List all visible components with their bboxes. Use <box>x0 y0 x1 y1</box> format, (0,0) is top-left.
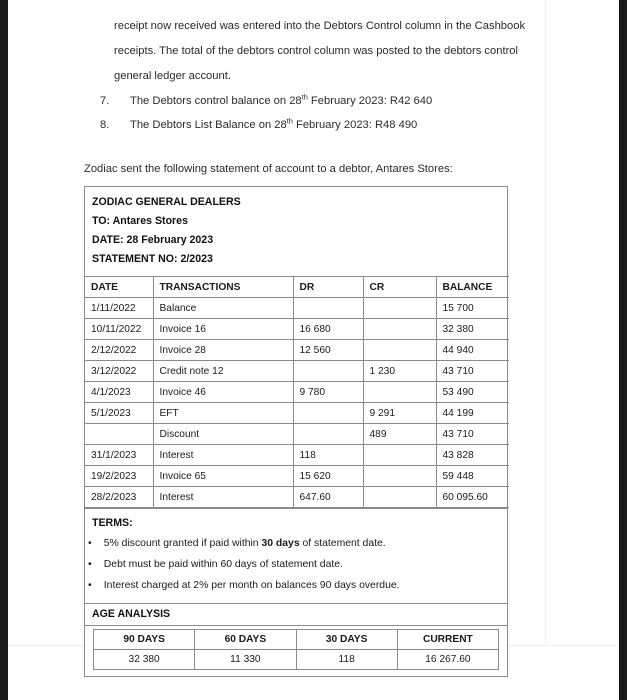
cell-dr <box>293 403 363 424</box>
cell-balance: 44 940 <box>436 340 509 361</box>
cell-date: 2/12/2022 <box>85 340 153 361</box>
cell-transaction: Credit note 12 <box>153 361 293 382</box>
age-analysis-title: AGE ANALYSIS <box>85 603 507 625</box>
cell-transaction: Balance <box>153 298 293 319</box>
age-column-header-30-days: 30 DAYS <box>296 630 397 650</box>
age-header-row <box>94 630 499 650</box>
cell-cr <box>363 298 436 319</box>
age-column-header-current: CURRENT <box>397 630 498 650</box>
age-value-30-days: 118 <box>296 650 397 670</box>
cell-transaction: Invoice 46 <box>153 382 293 403</box>
transactions-table <box>85 276 509 508</box>
table-row <box>85 487 509 508</box>
bullet-icon: • <box>88 538 92 549</box>
transactions-body <box>85 298 509 508</box>
cell-balance: 32 380 <box>436 319 509 340</box>
cell-balance: 43 710 <box>436 424 509 445</box>
cell-cr <box>363 319 436 340</box>
cell-cr <box>363 487 436 508</box>
cell-transaction: EFT <box>153 403 293 424</box>
table-row <box>85 424 509 445</box>
table-row <box>85 403 509 424</box>
cell-cr <box>363 466 436 487</box>
cell-transaction: Discount <box>153 424 293 445</box>
column-header-date: DATE <box>85 277 153 298</box>
statement-number: STATEMENT NO: 2/2023 <box>92 253 213 265</box>
cell-dr <box>293 361 363 382</box>
intro-section <box>84 0 546 137</box>
cell-cr <box>363 382 436 403</box>
cell-balance: 15 700 <box>436 298 509 319</box>
lead-in-sentence: Zodiac sent the following statement of account to a debtor, Antares Stores: <box>84 163 453 175</box>
cell-date: 28/2/2023 <box>85 487 153 508</box>
age-column-header-60-days: 60 DAYS <box>195 630 296 650</box>
term-emphasis: 30 days <box>261 538 300 549</box>
cell-dr: 118 <box>293 445 363 466</box>
cell-dr: 9 780 <box>293 382 363 403</box>
item-text-before: The Debtors List Balance on 28 <box>130 119 287 131</box>
document-body <box>84 0 546 677</box>
numbered-list <box>84 89 546 137</box>
numbered-item-7 <box>84 89 546 113</box>
cell-cr <box>363 445 436 466</box>
term-prefix: Interest charged at 2% per month on balances 90 days overdue. <box>103 580 400 591</box>
company-name: ZODIAC GENERAL DEALERS <box>92 196 241 208</box>
table-row <box>85 298 509 319</box>
age-value-90-days: 32 380 <box>94 650 195 670</box>
cell-transaction: Interest <box>153 487 293 508</box>
terms-section <box>85 508 507 603</box>
age-analysis-table <box>93 629 499 670</box>
item-marker: 8. <box>100 119 110 131</box>
terms-item <box>88 575 500 596</box>
cell-balance: 44 199 <box>436 403 509 424</box>
table-row <box>85 466 509 487</box>
table-row <box>85 340 509 361</box>
table-row <box>85 319 509 340</box>
term-suffix: of statement date. <box>299 538 386 549</box>
cell-transaction: Invoice 65 <box>153 466 293 487</box>
column-header-dr: DR <box>293 277 363 298</box>
cell-balance: 43 710 <box>436 361 509 382</box>
cell-dr <box>293 424 363 445</box>
cell-date: 3/12/2022 <box>85 361 153 382</box>
cell-cr: 1 230 <box>363 361 436 382</box>
cell-transaction: Interest <box>153 445 293 466</box>
cell-dr: 12 560 <box>293 340 363 361</box>
table-row <box>85 445 509 466</box>
cell-balance: 53 490 <box>436 382 509 403</box>
cell-dr: 15 620 <box>293 466 363 487</box>
cell-cr: 489 <box>363 424 436 445</box>
bullet-icon: • <box>88 559 92 570</box>
statement-of-account <box>84 186 508 677</box>
cell-balance: 43 828 <box>436 445 509 466</box>
cell-balance: 60 095.60 <box>436 487 509 508</box>
item-text-after: February 2023: R48 490 <box>292 119 418 131</box>
cell-dr <box>293 298 363 319</box>
age-value-current: 16 267.60 <box>397 650 498 670</box>
terms-title: TERMS: <box>92 517 133 529</box>
cell-cr: 9 291 <box>363 403 436 424</box>
terms-list <box>88 533 500 596</box>
table-row <box>85 361 509 382</box>
bullet-icon: • <box>88 580 92 591</box>
cell-transaction: Invoice 28 <box>153 340 293 361</box>
cell-date: 4/1/2023 <box>85 382 153 403</box>
statement-letterhead <box>85 187 507 276</box>
item-marker: 7. <box>100 95 110 107</box>
term-prefix: Debt must be paid within 60 days of statement date. <box>103 559 343 570</box>
age-analysis-section <box>85 625 507 676</box>
cell-date: 1/11/2022 <box>85 298 153 319</box>
ordinal-suffix: th <box>301 92 308 102</box>
cell-balance: 59 448 <box>436 466 509 487</box>
terms-item <box>88 554 500 575</box>
cell-dr: 647.60 <box>293 487 363 508</box>
cell-date: 31/1/2023 <box>85 445 153 466</box>
item-text-before: The Debtors control balance on 28 <box>130 95 302 107</box>
cell-date: 19/2/2023 <box>85 466 153 487</box>
column-header-cr: CR <box>363 277 436 298</box>
cell-date: 5/1/2023 <box>85 403 153 424</box>
statement-date: DATE: 28 February 2023 <box>92 234 214 246</box>
numbered-item-8 <box>84 113 546 137</box>
age-value-row <box>94 650 499 670</box>
column-header-transactions: TRANSACTIONS <box>153 277 293 298</box>
terms-item <box>88 533 500 554</box>
ordinal-suffix: th <box>286 116 293 126</box>
item-text-after: February 2023: R42 640 <box>307 95 433 107</box>
table-row <box>85 382 509 403</box>
intro-paragraph: receipt now received was entered into the Debtors Control column in the Cashbook receipts. The total of the debtors control column was posted to the debtors control general ledger account. <box>114 20 526 82</box>
column-header-balance: BALANCE <box>436 277 509 298</box>
term-prefix: 5% discount granted if paid within <box>103 538 262 549</box>
table-header-row <box>85 277 509 298</box>
cell-cr <box>363 340 436 361</box>
addressee: TO: Antares Stores <box>92 215 188 227</box>
cell-transaction: Invoice 16 <box>153 319 293 340</box>
cell-date <box>85 424 153 445</box>
age-column-header-90-days: 90 DAYS <box>94 630 195 650</box>
cell-dr: 16 680 <box>293 319 363 340</box>
age-value-60-days: 11 330 <box>195 650 296 670</box>
cell-date: 10/11/2022 <box>85 319 153 340</box>
